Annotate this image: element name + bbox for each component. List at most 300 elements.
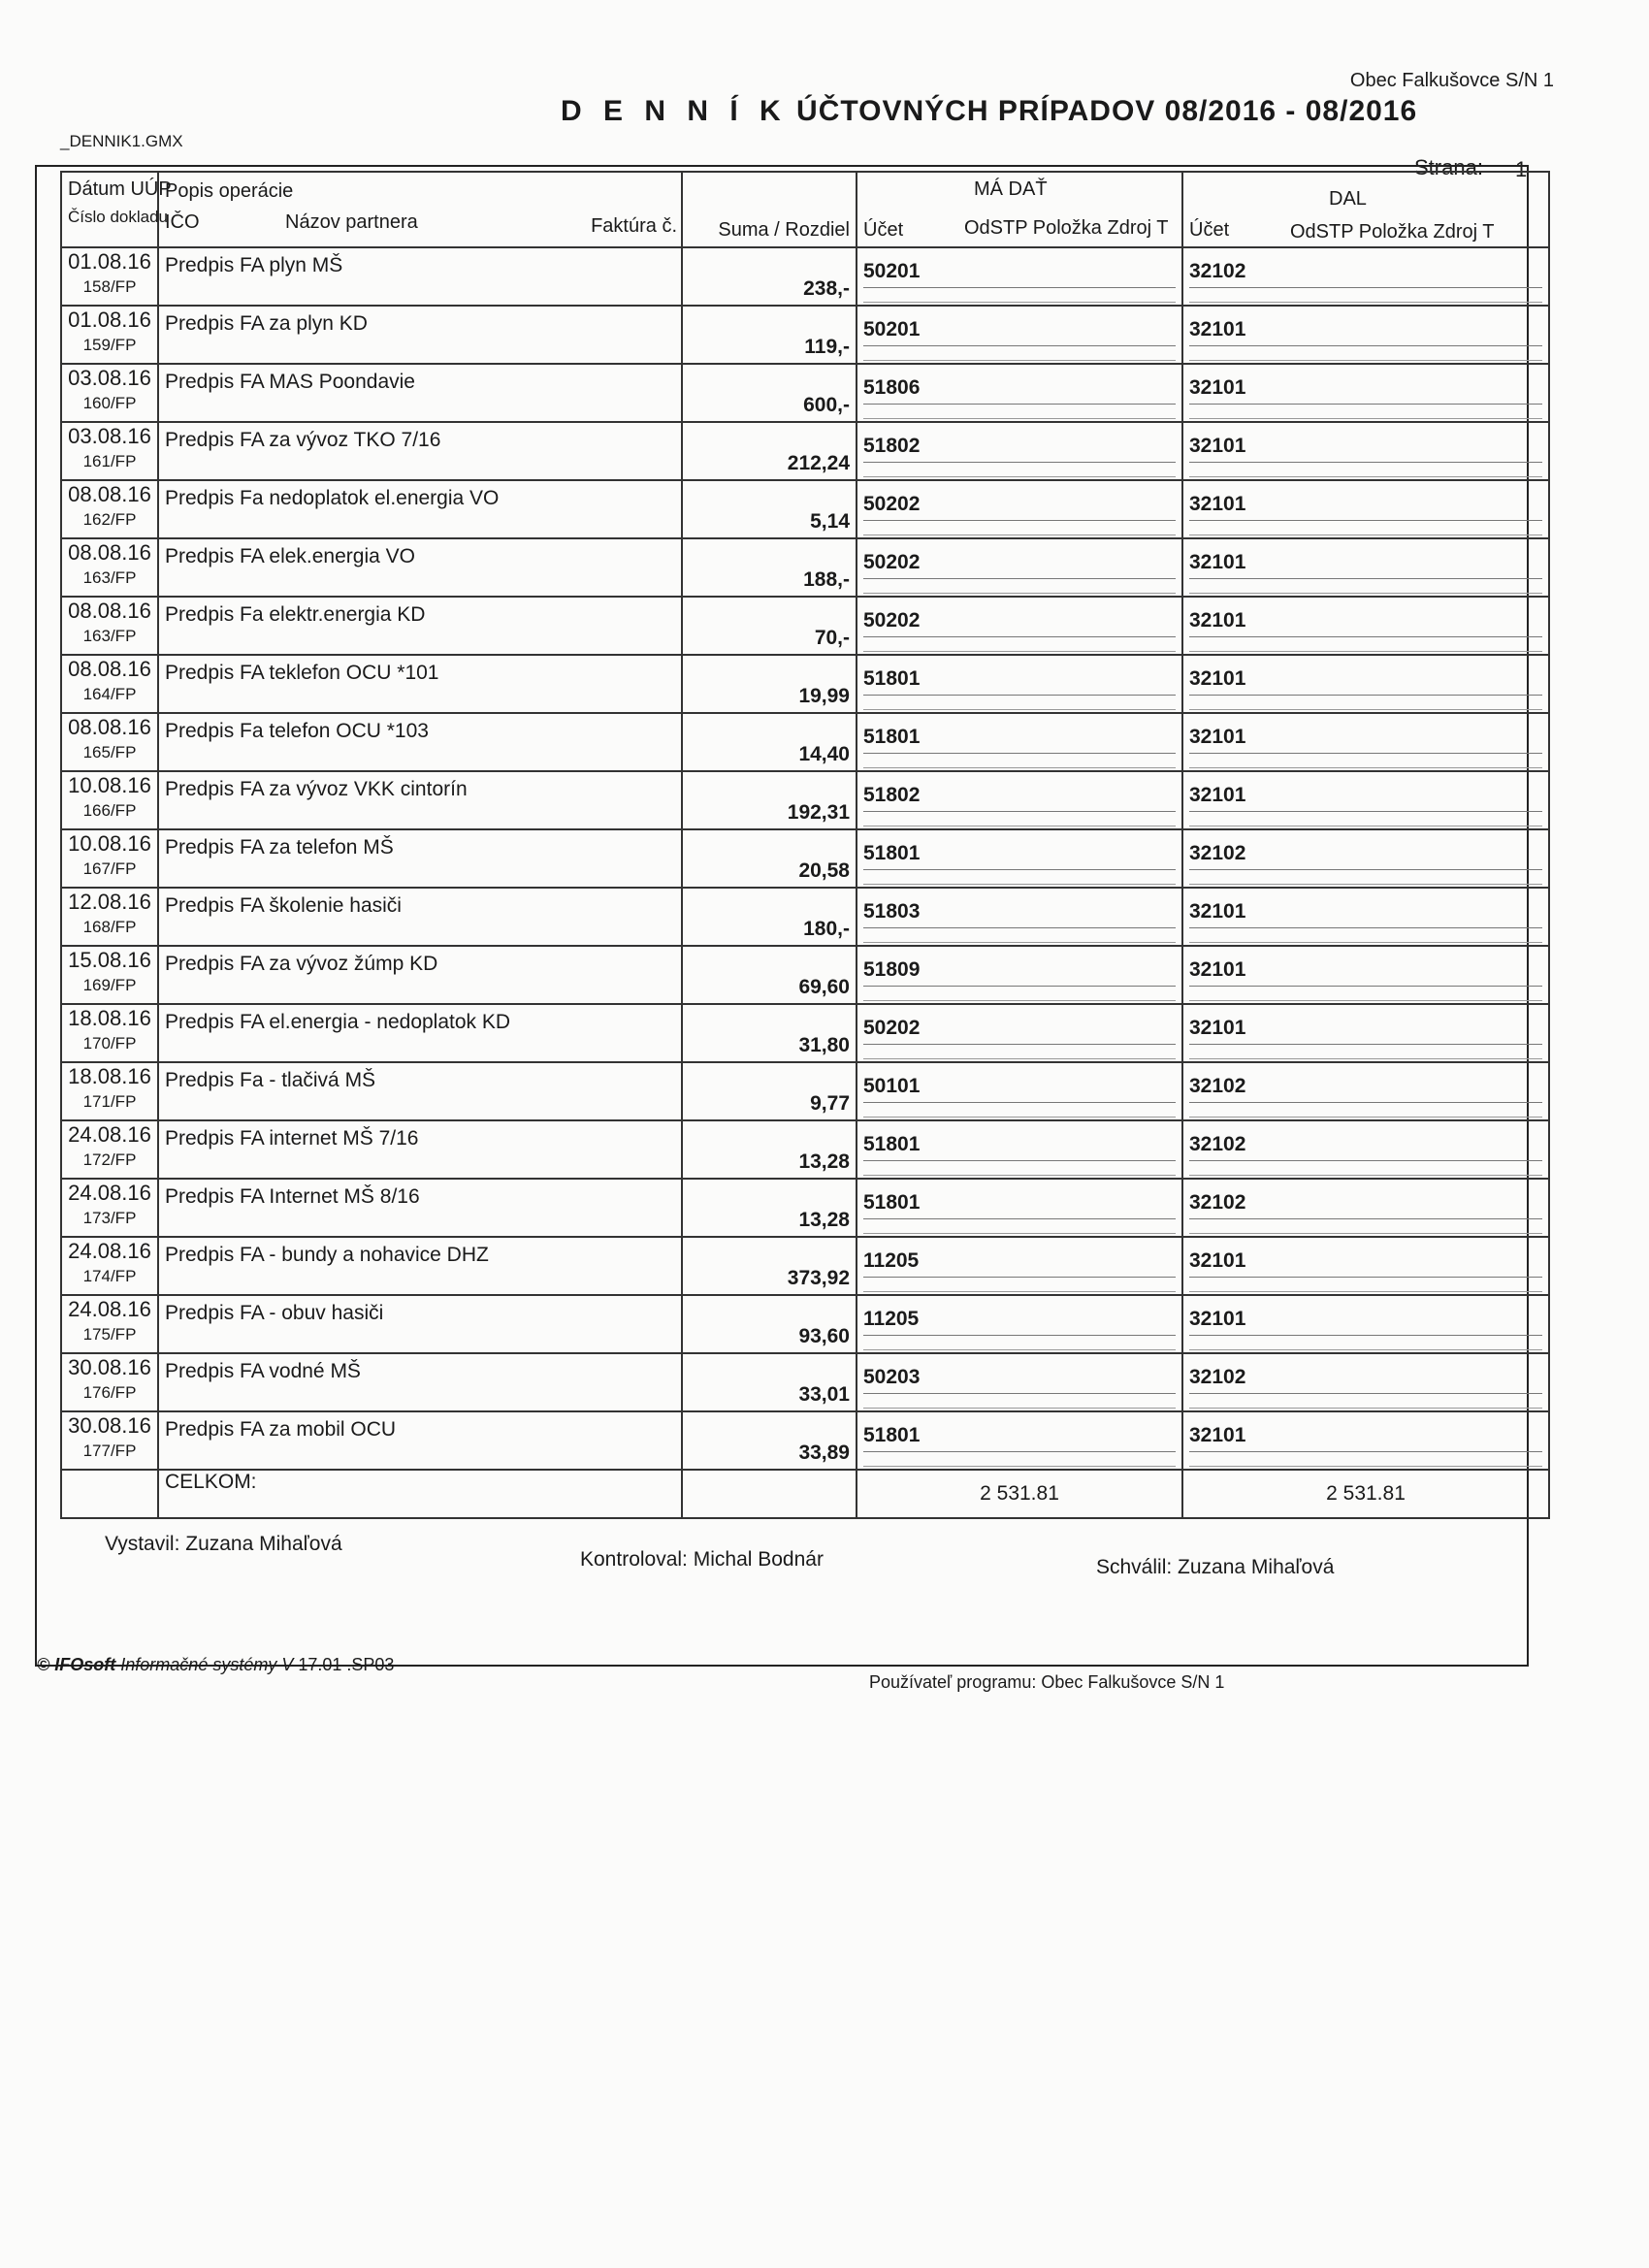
row-credit-cell xyxy=(1182,422,1549,480)
row-credit-cell xyxy=(1182,946,1549,1004)
row-credit-line xyxy=(1189,1278,1542,1292)
row-credit-cell xyxy=(1182,655,1549,713)
table-row xyxy=(61,1120,1549,1179)
program-info xyxy=(37,1655,394,1675)
row-sum: 14,40 xyxy=(798,743,850,765)
checked-by: Kontroloval: Michal Bodnár xyxy=(580,1548,824,1571)
row-credit-cell xyxy=(1182,1353,1549,1411)
row-credit-cell xyxy=(1182,829,1549,888)
table-row xyxy=(61,1062,1549,1120)
row-debit-account: 51801 xyxy=(863,1412,1176,1452)
row-desc-cell xyxy=(158,247,682,306)
row-credit-cell xyxy=(1182,1237,1549,1295)
row-desc-cell xyxy=(158,480,682,538)
row-debit-cell xyxy=(857,480,1182,538)
row-debit-cell xyxy=(857,1353,1182,1411)
row-credit-cell xyxy=(1182,713,1549,771)
row-description: Predpis FA MAS Poondavie xyxy=(165,371,415,393)
row-sum: 70,- xyxy=(814,627,850,649)
row-description: Predpis FA za vývoz TKO 7/16 xyxy=(165,429,441,451)
row-debit-account: 11205 xyxy=(863,1238,1176,1278)
row-sum: 69,60 xyxy=(798,976,850,998)
row-debit-cell xyxy=(857,422,1182,480)
row-sum-cell xyxy=(682,306,857,364)
row-credit-cell xyxy=(1182,364,1549,422)
journal-table xyxy=(60,171,1550,1519)
row-sum: 33,89 xyxy=(798,1442,850,1464)
table-row xyxy=(61,306,1549,364)
row-sum-cell xyxy=(682,946,857,1004)
row-desc-cell xyxy=(158,1179,682,1237)
row-sum: 238,- xyxy=(803,277,850,300)
row-desc-cell xyxy=(158,829,682,888)
row-doc-number: 161/FP xyxy=(82,452,137,470)
row-sum-cell xyxy=(682,480,857,538)
row-description: Predpis FA školenie hasiči xyxy=(165,894,402,917)
row-description: Predpis FA za telefon MŠ xyxy=(165,836,394,859)
row-description: Predpis FA plyn MŠ xyxy=(165,254,343,276)
row-date: 08.08.16 xyxy=(68,482,151,506)
row-date: 03.08.16 xyxy=(68,424,151,448)
row-date-cell xyxy=(61,306,158,364)
row-doc-number: 166/FP xyxy=(82,801,137,820)
row-desc-cell xyxy=(158,771,682,829)
row-date-cell xyxy=(61,364,158,422)
row-debit-account: 51803 xyxy=(863,889,1176,928)
row-debit-account: 50202 xyxy=(863,481,1176,521)
row-doc-number: 163/FP xyxy=(82,568,137,587)
header-credit: DAL xyxy=(1329,188,1367,210)
row-credit-line xyxy=(1189,405,1542,419)
row-description: Predpis Fa telefon OCU *103 xyxy=(165,720,429,742)
row-credit-line xyxy=(1189,1161,1542,1176)
row-debit-line xyxy=(863,812,1176,826)
row-credit-line xyxy=(1189,288,1542,303)
row-debit-cell xyxy=(857,1004,1182,1062)
row-date: 01.08.16 xyxy=(68,308,151,332)
row-description: Predpis FA za vývoz VKK cintorín xyxy=(165,778,468,800)
row-credit-line xyxy=(1189,928,1542,943)
approved-by: Schválil: Zuzana Mihaľová xyxy=(1096,1556,1335,1578)
row-debit-account: 51801 xyxy=(863,714,1176,754)
totals-empty-cell xyxy=(61,1470,158,1518)
row-desc-cell xyxy=(158,1411,682,1470)
header-invoice: Faktúra č. xyxy=(591,215,677,237)
row-credit-cell xyxy=(1182,1062,1549,1120)
row-description: Predpis FA vodné MŠ xyxy=(165,1360,361,1382)
row-doc-number: 177/FP xyxy=(82,1442,137,1460)
row-desc-cell xyxy=(158,655,682,713)
header-desc-cell xyxy=(158,172,682,247)
row-debit-line xyxy=(863,637,1176,652)
row-doc-number: 173/FP xyxy=(82,1209,137,1227)
row-sum: 192,31 xyxy=(787,801,850,824)
row-debit-account: 50202 xyxy=(863,539,1176,579)
row-date: 18.08.16 xyxy=(68,1064,151,1088)
row-description: Predpis FA - bundy a nohavice DHZ xyxy=(165,1244,489,1266)
row-debit-account: 51802 xyxy=(863,772,1176,812)
row-description: Predpis FA Internet MŠ 8/16 xyxy=(165,1185,420,1208)
row-debit-cell xyxy=(857,1120,1182,1179)
row-desc-cell xyxy=(158,1237,682,1295)
table-row xyxy=(61,480,1549,538)
row-credit-account: 32102 xyxy=(1189,1063,1542,1103)
row-credit-account: 32102 xyxy=(1189,1121,1542,1161)
row-credit-line xyxy=(1189,346,1542,361)
row-credit-line xyxy=(1189,579,1542,594)
row-credit-line xyxy=(1189,812,1542,826)
row-date: 30.08.16 xyxy=(68,1355,151,1379)
row-doc-number: 163/FP xyxy=(82,627,137,645)
row-debit-line xyxy=(863,928,1176,943)
row-credit-line xyxy=(1189,987,1542,1001)
row-sum: 600,- xyxy=(803,394,850,416)
table-row xyxy=(61,364,1549,422)
table-row xyxy=(61,1411,1549,1470)
row-debit-cell xyxy=(857,1237,1182,1295)
row-sum-cell xyxy=(682,829,857,888)
row-doc-number: 171/FP xyxy=(82,1092,137,1111)
row-debit-account: 51801 xyxy=(863,1121,1176,1161)
table-row xyxy=(61,422,1549,480)
row-date: 03.08.16 xyxy=(68,366,151,390)
table-row xyxy=(61,829,1549,888)
row-sum-cell xyxy=(682,713,857,771)
table-row xyxy=(61,1353,1549,1411)
row-sum-cell xyxy=(682,364,857,422)
totals-debit: 2 531.81 xyxy=(857,1470,1182,1518)
row-description: Predpis FA - obuv hasiči xyxy=(165,1302,384,1324)
row-credit-account: 32101 xyxy=(1189,423,1542,463)
row-credit-line xyxy=(1189,1219,1542,1234)
row-debit-cell xyxy=(857,829,1182,888)
row-desc-cell xyxy=(158,1062,682,1120)
table-row xyxy=(61,655,1549,713)
row-debit-cell xyxy=(857,771,1182,829)
row-sum-cell xyxy=(682,655,857,713)
row-debit-account: 51809 xyxy=(863,947,1176,987)
table-row xyxy=(61,888,1549,946)
row-date-cell xyxy=(61,480,158,538)
table-row xyxy=(61,1004,1549,1062)
row-desc-cell xyxy=(158,597,682,655)
row-debit-account: 51802 xyxy=(863,423,1176,463)
row-date-cell xyxy=(61,422,158,480)
row-description: Predpis Fa - tlačivá MŠ xyxy=(165,1069,376,1091)
row-date-cell xyxy=(61,888,158,946)
row-date: 24.08.16 xyxy=(68,1297,151,1321)
row-credit-account: 32101 xyxy=(1189,481,1542,521)
totals-sum-cell xyxy=(682,1470,857,1518)
row-sum: 5,14 xyxy=(810,510,850,533)
row-sum: 20,58 xyxy=(798,859,850,882)
file-name: _DENNIK1.GMX xyxy=(60,132,183,150)
row-sum: 13,28 xyxy=(798,1209,850,1231)
row-credit-account: 32101 xyxy=(1189,1005,1542,1045)
row-doc-number: 175/FP xyxy=(82,1325,137,1344)
row-credit-cell xyxy=(1182,480,1549,538)
row-doc-number: 164/FP xyxy=(82,685,137,703)
row-sum-cell xyxy=(682,1353,857,1411)
totals-credit: 2 531.81 xyxy=(1182,1470,1549,1518)
row-debit-line xyxy=(863,288,1176,303)
row-sum-cell xyxy=(682,538,857,597)
table-row xyxy=(61,1295,1549,1353)
row-sum: 188,- xyxy=(803,568,850,591)
header-desc: Popis operácie xyxy=(165,180,294,202)
row-debit-cell xyxy=(857,888,1182,946)
row-credit-line xyxy=(1189,1103,1542,1118)
row-desc-cell xyxy=(158,1295,682,1353)
page-label: Strana: xyxy=(1414,155,1483,179)
table-row xyxy=(61,538,1549,597)
row-credit-account: 32102 xyxy=(1189,248,1542,288)
row-debit-cell xyxy=(857,1179,1182,1237)
header-credit-codes: OdSTP Položka Zdroj T xyxy=(1290,221,1495,243)
row-debit-account: 50202 xyxy=(863,1005,1176,1045)
row-description: Predpis Fa elektr.energia KD xyxy=(165,603,426,626)
row-date-cell xyxy=(61,771,158,829)
row-credit-line xyxy=(1189,754,1542,768)
row-credit-line xyxy=(1189,1336,1542,1350)
header-date-cell xyxy=(61,172,172,247)
row-doc-number: 169/FP xyxy=(82,976,137,994)
row-date-cell xyxy=(61,538,158,597)
row-description: Predpis FA internet MŠ 7/16 xyxy=(165,1127,419,1150)
row-credit-line xyxy=(1189,1394,1542,1409)
row-date-cell xyxy=(61,829,158,888)
issued-by: Vystavil: Zuzana Mihaľová xyxy=(105,1533,342,1555)
row-credit-cell xyxy=(1182,1295,1549,1353)
row-desc-cell xyxy=(158,306,682,364)
row-debit-line xyxy=(863,521,1176,535)
row-credit-line xyxy=(1189,463,1542,477)
row-credit-cell xyxy=(1182,597,1549,655)
row-debit-line xyxy=(863,870,1176,885)
row-debit-cell xyxy=(857,1295,1182,1353)
row-description: Predpis FA el.energia - nedoplatok KD xyxy=(165,1011,511,1033)
row-credit-cell xyxy=(1182,1179,1549,1237)
row-date-cell xyxy=(61,946,158,1004)
row-sum: 31,80 xyxy=(798,1034,850,1056)
row-doc-number: 165/FP xyxy=(82,743,137,761)
program-name: Informačné systémy V xyxy=(120,1655,294,1674)
row-description: Predpis FA za plyn KD xyxy=(165,312,368,335)
row-date: 24.08.16 xyxy=(68,1239,151,1263)
row-date: 24.08.16 xyxy=(68,1181,151,1205)
header-debit-cell xyxy=(857,172,1182,247)
table-row xyxy=(61,247,1549,306)
row-date-cell xyxy=(61,1295,158,1353)
row-debit-account: 50201 xyxy=(863,307,1176,346)
row-credit-line xyxy=(1189,637,1542,652)
header-debit: MÁ DAŤ xyxy=(974,178,1048,200)
row-date: 08.08.16 xyxy=(68,657,151,681)
row-date-cell xyxy=(61,1004,158,1062)
row-doc-number: 167/FP xyxy=(82,859,137,878)
row-debit-cell xyxy=(857,1062,1182,1120)
page-title xyxy=(561,95,1417,128)
row-sum: 33,01 xyxy=(798,1383,850,1406)
row-doc-number: 158/FP xyxy=(82,277,137,296)
row-debit-cell xyxy=(857,946,1182,1004)
row-sum-cell xyxy=(682,422,857,480)
row-doc-number: 160/FP xyxy=(82,394,137,412)
row-debit-line xyxy=(863,987,1176,1001)
row-credit-cell xyxy=(1182,247,1549,306)
header-partner: Názov partnera xyxy=(285,211,418,233)
row-credit-account: 32101 xyxy=(1189,772,1542,812)
journal-rows xyxy=(61,247,1549,1470)
row-credit-line xyxy=(1189,1045,1542,1059)
row-credit-account: 32101 xyxy=(1189,365,1542,405)
row-doc-number: 168/FP xyxy=(82,918,137,936)
row-credit-line xyxy=(1189,870,1542,885)
row-credit-account: 32101 xyxy=(1189,656,1542,696)
row-date: 08.08.16 xyxy=(68,599,151,623)
program-brand: © IFOsoft xyxy=(37,1655,116,1674)
row-description: Predpis FA za mobil OCU xyxy=(165,1418,397,1441)
row-credit-account: 32101 xyxy=(1189,539,1542,579)
row-sum-cell xyxy=(682,597,857,655)
row-date-cell xyxy=(61,247,158,306)
row-debit-cell xyxy=(857,1411,1182,1470)
row-debit-account: 50101 xyxy=(863,1063,1176,1103)
row-debit-line xyxy=(863,1219,1176,1234)
row-sum-cell xyxy=(682,1120,857,1179)
row-desc-cell xyxy=(158,1004,682,1062)
row-date: 12.08.16 xyxy=(68,890,151,914)
row-credit-cell xyxy=(1182,1004,1549,1062)
row-credit-account: 32101 xyxy=(1189,307,1542,346)
row-credit-account: 32101 xyxy=(1189,714,1542,754)
header-sum: Suma / Rozdiel xyxy=(718,219,850,241)
row-desc-cell xyxy=(158,888,682,946)
row-sum: 13,28 xyxy=(798,1150,850,1173)
row-sum: 93,60 xyxy=(798,1325,850,1347)
row-date-cell xyxy=(61,1062,158,1120)
row-date-cell xyxy=(61,713,158,771)
row-sum-cell xyxy=(682,1411,857,1470)
row-date-cell xyxy=(61,1411,158,1470)
title-rest: ÚČTOVNÝCH PRÍPADOV 08/2016 - 08/2016 xyxy=(796,95,1418,127)
row-credit-cell xyxy=(1182,771,1549,829)
row-doc-number: 162/FP xyxy=(82,510,137,529)
row-debit-account: 11205 xyxy=(863,1296,1176,1336)
row-credit-account: 32101 xyxy=(1189,1238,1542,1278)
row-debit-account: 50202 xyxy=(863,598,1176,637)
row-sum-cell xyxy=(682,771,857,829)
row-debit-line xyxy=(863,463,1176,477)
row-debit-line xyxy=(863,1394,1176,1409)
row-debit-line xyxy=(863,754,1176,768)
page-number: 1 xyxy=(1515,157,1528,181)
program-version: 17.01 .SP03 xyxy=(298,1655,395,1674)
title-spaced: D E N N Í K xyxy=(561,95,788,127)
header-debit-codes: OdSTP Položka Zdroj T xyxy=(964,217,1169,239)
row-doc-number: 176/FP xyxy=(82,1383,137,1402)
row-credit-line xyxy=(1189,521,1542,535)
row-credit-cell xyxy=(1182,538,1549,597)
row-credit-account: 32101 xyxy=(1189,1412,1542,1452)
row-sum-cell xyxy=(682,1295,857,1353)
table-row xyxy=(61,597,1549,655)
row-credit-account: 32101 xyxy=(1189,947,1542,987)
table-row xyxy=(61,771,1549,829)
header-ico: IČO xyxy=(165,211,200,233)
table-row xyxy=(61,946,1549,1004)
row-credit-line xyxy=(1189,1452,1542,1467)
table-row xyxy=(61,713,1549,771)
row-debit-cell xyxy=(857,713,1182,771)
row-sum: 119,- xyxy=(804,336,850,358)
row-description: Predpis FA elek.energia VO xyxy=(165,545,415,567)
row-date: 24.08.16 xyxy=(68,1122,151,1147)
table-header-row xyxy=(61,172,1549,247)
row-date: 18.08.16 xyxy=(68,1006,151,1030)
row-sum-cell xyxy=(682,1004,857,1062)
row-date-cell xyxy=(61,1353,158,1411)
row-debit-line xyxy=(863,1336,1176,1350)
row-date: 08.08.16 xyxy=(68,540,151,565)
row-debit-cell xyxy=(857,247,1182,306)
row-credit-line xyxy=(1189,696,1542,710)
row-debit-account: 51806 xyxy=(863,365,1176,405)
row-credit-account: 32101 xyxy=(1189,1296,1542,1336)
row-debit-line xyxy=(863,405,1176,419)
row-sum-cell xyxy=(682,888,857,946)
row-desc-cell xyxy=(158,1353,682,1411)
row-date-cell xyxy=(61,1179,158,1237)
row-date: 01.08.16 xyxy=(68,249,151,274)
row-desc-cell xyxy=(158,422,682,480)
row-debit-line xyxy=(863,579,1176,594)
header-credit-account: Účet xyxy=(1189,219,1230,241)
row-sum-cell xyxy=(682,247,857,306)
header-sum-cell xyxy=(682,172,857,247)
row-debit-account: 50203 xyxy=(863,1354,1176,1394)
row-date-cell xyxy=(61,655,158,713)
table-row xyxy=(61,1179,1549,1237)
row-credit-cell xyxy=(1182,306,1549,364)
row-date: 15.08.16 xyxy=(68,948,151,972)
row-desc-cell xyxy=(158,364,682,422)
row-sum-cell xyxy=(682,1062,857,1120)
row-sum-cell xyxy=(682,1237,857,1295)
row-desc-cell xyxy=(158,946,682,1004)
row-sum-cell xyxy=(682,1179,857,1237)
row-desc-cell xyxy=(158,713,682,771)
row-date-cell xyxy=(61,597,158,655)
row-debit-line xyxy=(863,346,1176,361)
row-credit-account: 32101 xyxy=(1189,889,1542,928)
row-debit-line xyxy=(863,1161,1176,1176)
row-desc-cell xyxy=(158,538,682,597)
row-credit-cell xyxy=(1182,1120,1549,1179)
row-description: Predpis FA za vývoz žúmp KD xyxy=(165,953,438,975)
row-doc-number: 172/FP xyxy=(82,1150,137,1169)
program-user: Používateľ programu: Obec Falkušovce S/N 1 xyxy=(869,1672,1225,1692)
table-row xyxy=(61,1237,1549,1295)
row-debit-line xyxy=(863,1278,1176,1292)
row-debit-cell xyxy=(857,306,1182,364)
row-sum: 180,- xyxy=(803,918,850,940)
row-credit-account: 32102 xyxy=(1189,1354,1542,1394)
row-debit-account: 51801 xyxy=(863,830,1176,870)
row-sum: 19,99 xyxy=(798,685,850,707)
row-description: Predpis Fa nedoplatok el.energia VO xyxy=(165,487,500,509)
row-debit-account: 51801 xyxy=(863,1180,1176,1219)
